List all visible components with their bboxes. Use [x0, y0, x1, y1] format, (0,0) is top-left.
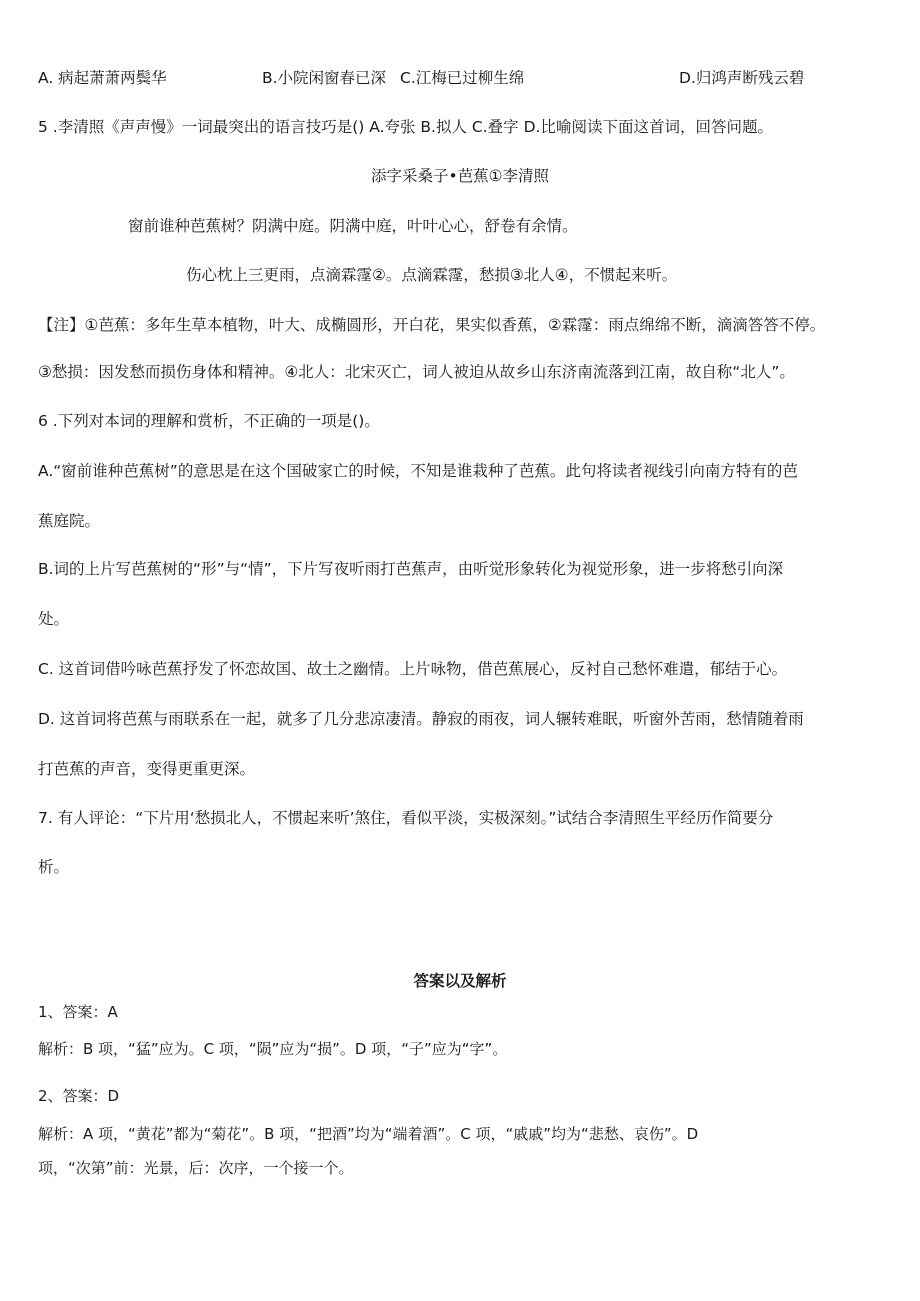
q6-option-b-line-2: 处。 — [38, 610, 70, 628]
answer-1-explanation: 解析：B 项，“猛”应为。C 项，“陨”应为“损”。D 项，“子”应为“字”。 — [38, 1040, 508, 1058]
poem-title: 添字采桑子•芭蕉①李清照 — [370, 167, 550, 185]
answer-2-explanation-line-1: 解析：A 项，“黄花”都为“菊花”。B 项，“把酒”均为“端着酒”。C 项，“戚戚”均为“悲愁、哀伤”。D — [38, 1125, 699, 1143]
answers-heading: 答案以及解析 — [413, 972, 507, 990]
q6-option-a-line-1: A.“窗前谁种芭蕉树”的意思是在这个国破家亡的时候，不知是谁栽种了芭蕉。此句将读者视线引向南方特有的芭 — [38, 462, 798, 480]
question-7-line-2: 析。 — [38, 858, 70, 876]
question-7-line-1: 7. 有人评论：“下片用‘愁损北人，不惯起来听’煞住，看似平淡，实极深刻。”试结合李清照生平经历作简要分 — [38, 809, 774, 827]
answer-2: 2、答案：D — [38, 1087, 120, 1105]
q4-option-c: C.江梅已过柳生绵 — [400, 69, 525, 87]
q4-option-a: A. 病起萧萧两鬓华 — [38, 69, 167, 87]
poem-line-1: 窗前谁种芭蕉树？阴满中庭。阴满中庭，叶叶心心，舒卷有余情。 — [128, 217, 578, 235]
answer-2-explanation-line-2: 项，“次第”前：光景，后：次序，一个接一个。 — [38, 1159, 354, 1177]
answer-1: 1、答案：A — [38, 1003, 118, 1021]
question-6-stem: 6 .下列对本词的理解和赏析，不正确的一项是()。 — [38, 412, 380, 430]
q4-option-b: B.小院闲窗春已深 — [262, 69, 387, 87]
poem-line-2: 伤心枕上三更雨，点滴霖霪②。点滴霖霪，愁损③北人④，不惯起来听。 — [186, 266, 678, 284]
q6-option-c: C. 这首词借吟咏芭蕉抒发了怀恋故国、故土之幽情。上片咏物，借芭蕉展心，反衬自己愁怀难遣，郁结于心。 — [38, 660, 788, 678]
q6-option-d-line-1: D. 这首词将芭蕉与雨联系在一起，就多了几分悲凉凄清。静寂的雨夜，词人辗转难眠，听窗外苦雨，愁情随着雨 — [38, 710, 804, 728]
question-5: 5 .李清照《声声慢》一词最突出的语言技巧是() A.夸张 B.拟人 C.叠字 D.比喻阅读下面这首词，回答问题。 — [38, 118, 773, 136]
q4-option-d: D.归鸿声断残云碧 — [679, 69, 805, 87]
q6-option-b-line-1: B.词的上片写芭蕉树的“形”与“情”，下片写夜听雨打芭蕉声，由听觉形象转化为视觉形象，进一步将愁引向深 — [38, 560, 784, 578]
poem-notes-line-1: 【注】①芭蕉：多年生草本植物，叶大、成椭圆形，开白花，果实似香蕉，②霖霪：雨点绵绵不断，滴滴答答不停。 — [38, 316, 826, 334]
q6-option-d-line-2: 打芭蕉的声音，变得更重更深。 — [38, 760, 256, 778]
poem-notes-line-2: ③愁损：因发愁而损伤身体和精神。④北人：北宋灭亡，词人被迫从故乡山东济南流落到江南，故自称“北人”。 — [38, 363, 795, 381]
q6-option-a-line-2: 蕉庭院。 — [38, 512, 101, 530]
